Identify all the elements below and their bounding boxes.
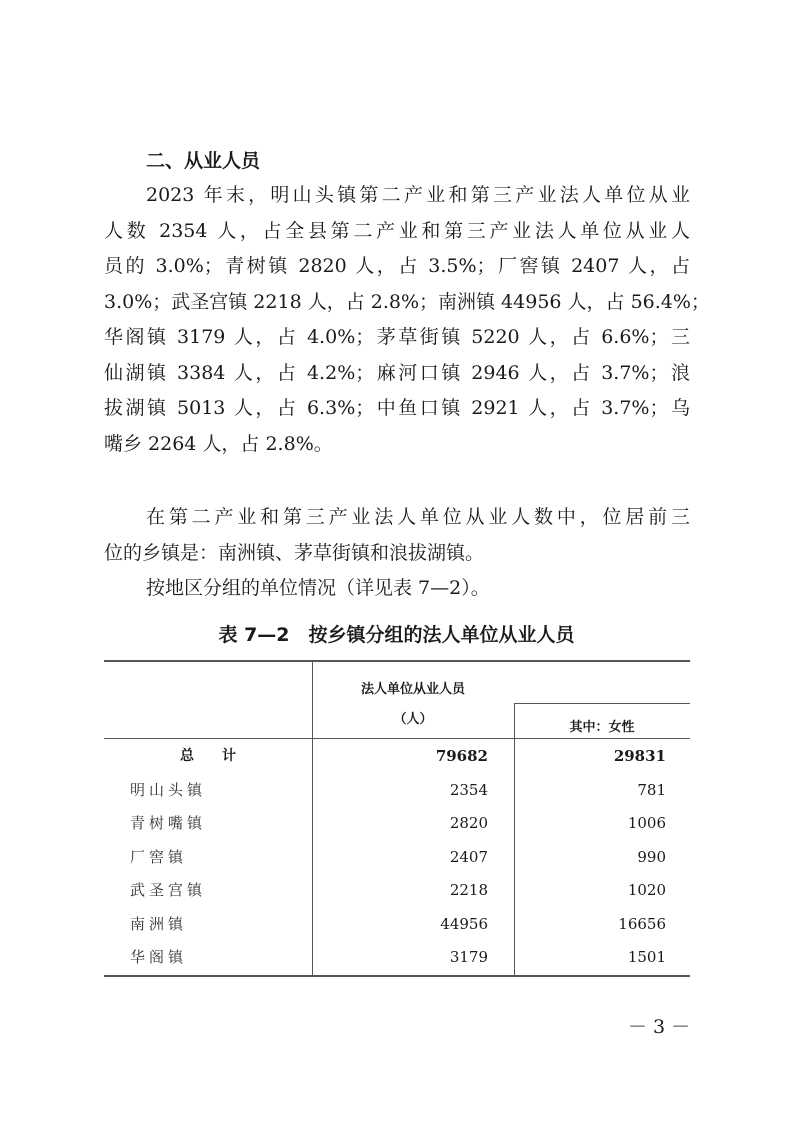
text-line: 华阁镇 3179 人，占 4.0%；茅草街镇 5220 人，占 6.6%；三 <box>104 326 690 348</box>
row-name: 武圣宫镇 <box>130 881 207 899</box>
col1-unit: （人） <box>393 712 433 727</box>
subheader-rule <box>514 703 690 704</box>
text-line: 人数 2354 人，占全县第二产业和第三产业法人单位从业人 <box>104 219 690 242</box>
text-line: 在第二产业和第三产业法人单位从业人数中，位居前三 <box>146 506 690 528</box>
text-line: 2023 年末，明山头镇第二产业和第三产业法人单位从业 <box>146 184 690 206</box>
row-name: 明山头镇 <box>130 781 207 799</box>
row-name: 青树嘴镇 <box>130 814 207 832</box>
row-total: 2218 <box>449 881 488 899</box>
row-female: 781 <box>637 781 666 799</box>
text-line: 3.0%；武圣宫镇 2218 人，占 2.8%；南洲镇 44956 人，占 56.4%； <box>104 290 710 313</box>
col2-header: 其中：女性 <box>569 720 635 735</box>
row-name: 总 计 <box>180 748 236 764</box>
row-female: 990 <box>637 848 666 866</box>
table-bottom-rule <box>104 975 690 977</box>
row-total: 3179 <box>449 948 488 966</box>
section-heading: 二、从业人员 <box>146 150 261 172</box>
row-female: 1020 <box>627 881 666 899</box>
row-total: 2820 <box>449 814 488 832</box>
row-total: 44956 <box>440 915 488 933</box>
row-total: 79682 <box>435 747 488 765</box>
header-bottom-rule <box>104 738 690 739</box>
text-line: 拔湖镇 5013 人，占 6.3%；中鱼口镇 2921 人，占 3.7%；乌 <box>104 397 690 419</box>
text-line: 位的乡镇是：南洲镇、茅草街镇和浪拔湖镇。 <box>104 541 485 564</box>
table-title: 表 7—2 按乡镇分组的法人单位从业人员 <box>218 624 575 646</box>
text-line: 嘴乡 2264 人，占 2.8%。 <box>104 432 333 455</box>
page-number: － 3 － <box>628 1016 691 1038</box>
column-divider <box>312 660 313 976</box>
row-name: 厂窖镇 <box>130 848 188 866</box>
row-total: 2354 <box>449 781 488 799</box>
column-divider <box>514 703 515 976</box>
text-line: 员的 3.0%；青树镇 2820 人，占 3.5%；厂窖镇 2407 人，占 <box>104 255 690 277</box>
paragraph-3: 按地区分组的单位情况（详见表 7—2）。 <box>146 577 490 599</box>
text-line: 仙湖镇 3384 人，占 4.2%；麻河口镇 2946 人，占 3.7%；浪 <box>104 361 690 384</box>
row-name: 南洲镇 <box>130 915 188 933</box>
row-female: 1501 <box>627 948 666 966</box>
row-name: 华阁镇 <box>130 948 188 966</box>
col1-header: 法人单位从业人员 <box>360 682 465 697</box>
row-female: 1006 <box>627 814 666 832</box>
row-female: 16656 <box>618 915 666 933</box>
row-total: 2407 <box>449 848 488 866</box>
row-female: 29831 <box>613 747 666 765</box>
table-top-rule <box>104 660 690 662</box>
